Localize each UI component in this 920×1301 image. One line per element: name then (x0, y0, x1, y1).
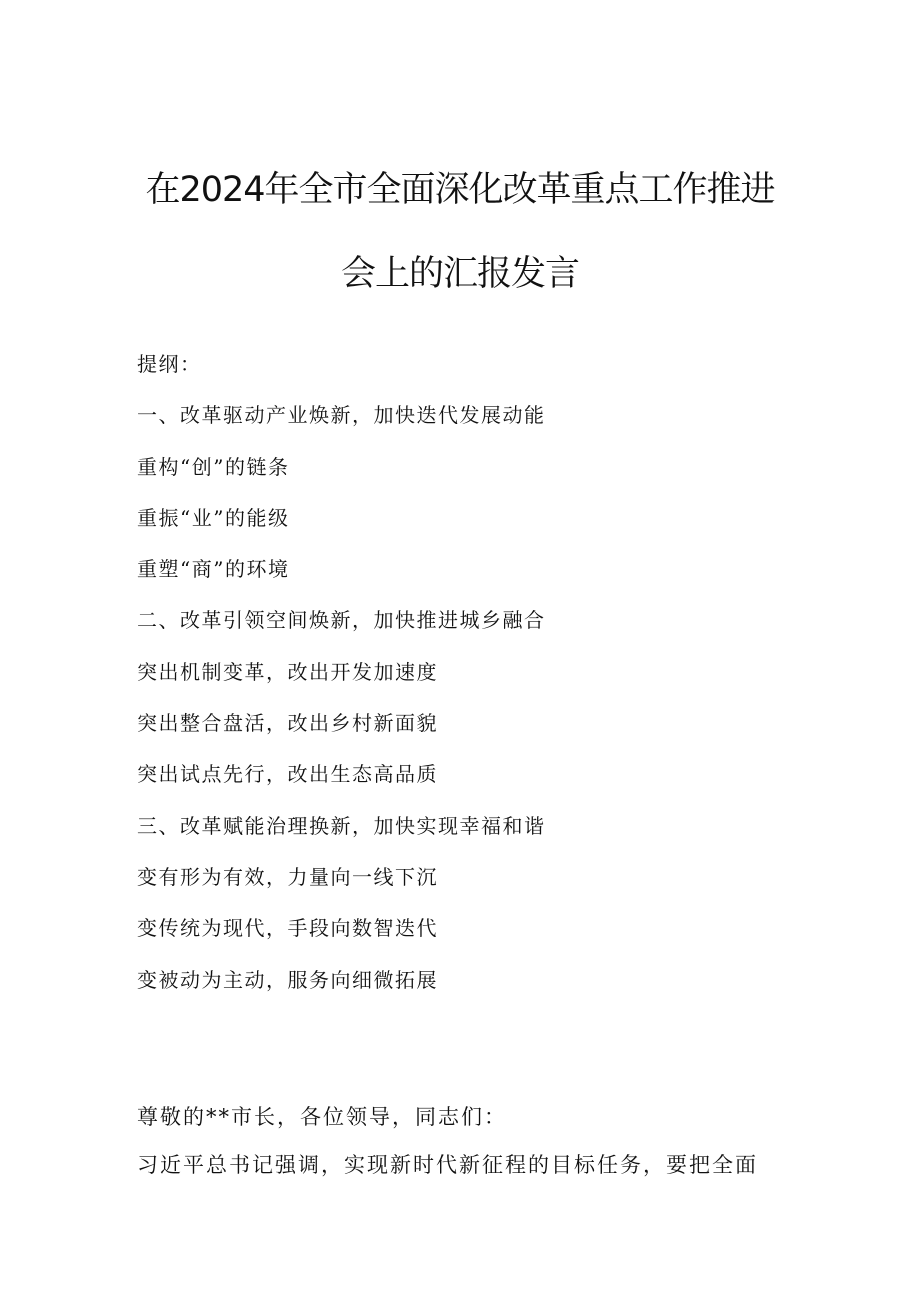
salutation: 尊敬的**市长，各位领导，同志们： (137, 1105, 507, 1129)
outline-heading-2: 二、改革引领空间焕新，加快推进城乡融合 (137, 608, 546, 633)
outline-item: 变传统为现代，手段向数智迭代 (137, 916, 438, 941)
outline-item: 突出机制变革，改出开发加速度 (137, 659, 438, 684)
document-title-line-2: 会上的汇报发言 (340, 254, 579, 294)
outline-item: 变被动为主动，服务向细微拓展 (137, 967, 438, 992)
outline-item: 重塑“商”的环境 (137, 557, 290, 582)
outline-item: 突出整合盘活，改出乡村新面貌 (137, 711, 438, 736)
outline-item: 重构“创”的链条 (137, 454, 290, 479)
outline-item: 变有形为有效，力量向一线下沉 (137, 864, 438, 889)
body-paragraph: 习近平总书记强调，实现新时代新征程的目标任务，要把全面 (137, 1153, 758, 1177)
outline-heading-3: 三、改革赋能治理换新，加快实现幸福和谐 (137, 813, 546, 838)
speech-body (137, 1093, 758, 1189)
outline-item: 重振“业”的能级 (137, 505, 290, 530)
outline-heading-1: 一、改革驱动产业焕新，加快迭代发展动能 (137, 403, 546, 428)
outline-item: 突出试点先行，改出生态高品质 (137, 762, 438, 787)
outline-label: 提纲： (137, 352, 202, 376)
outline-section (137, 339, 546, 1006)
document-title-line-1: 在2024年全市全面深化改革重点工作推进 (145, 170, 775, 210)
